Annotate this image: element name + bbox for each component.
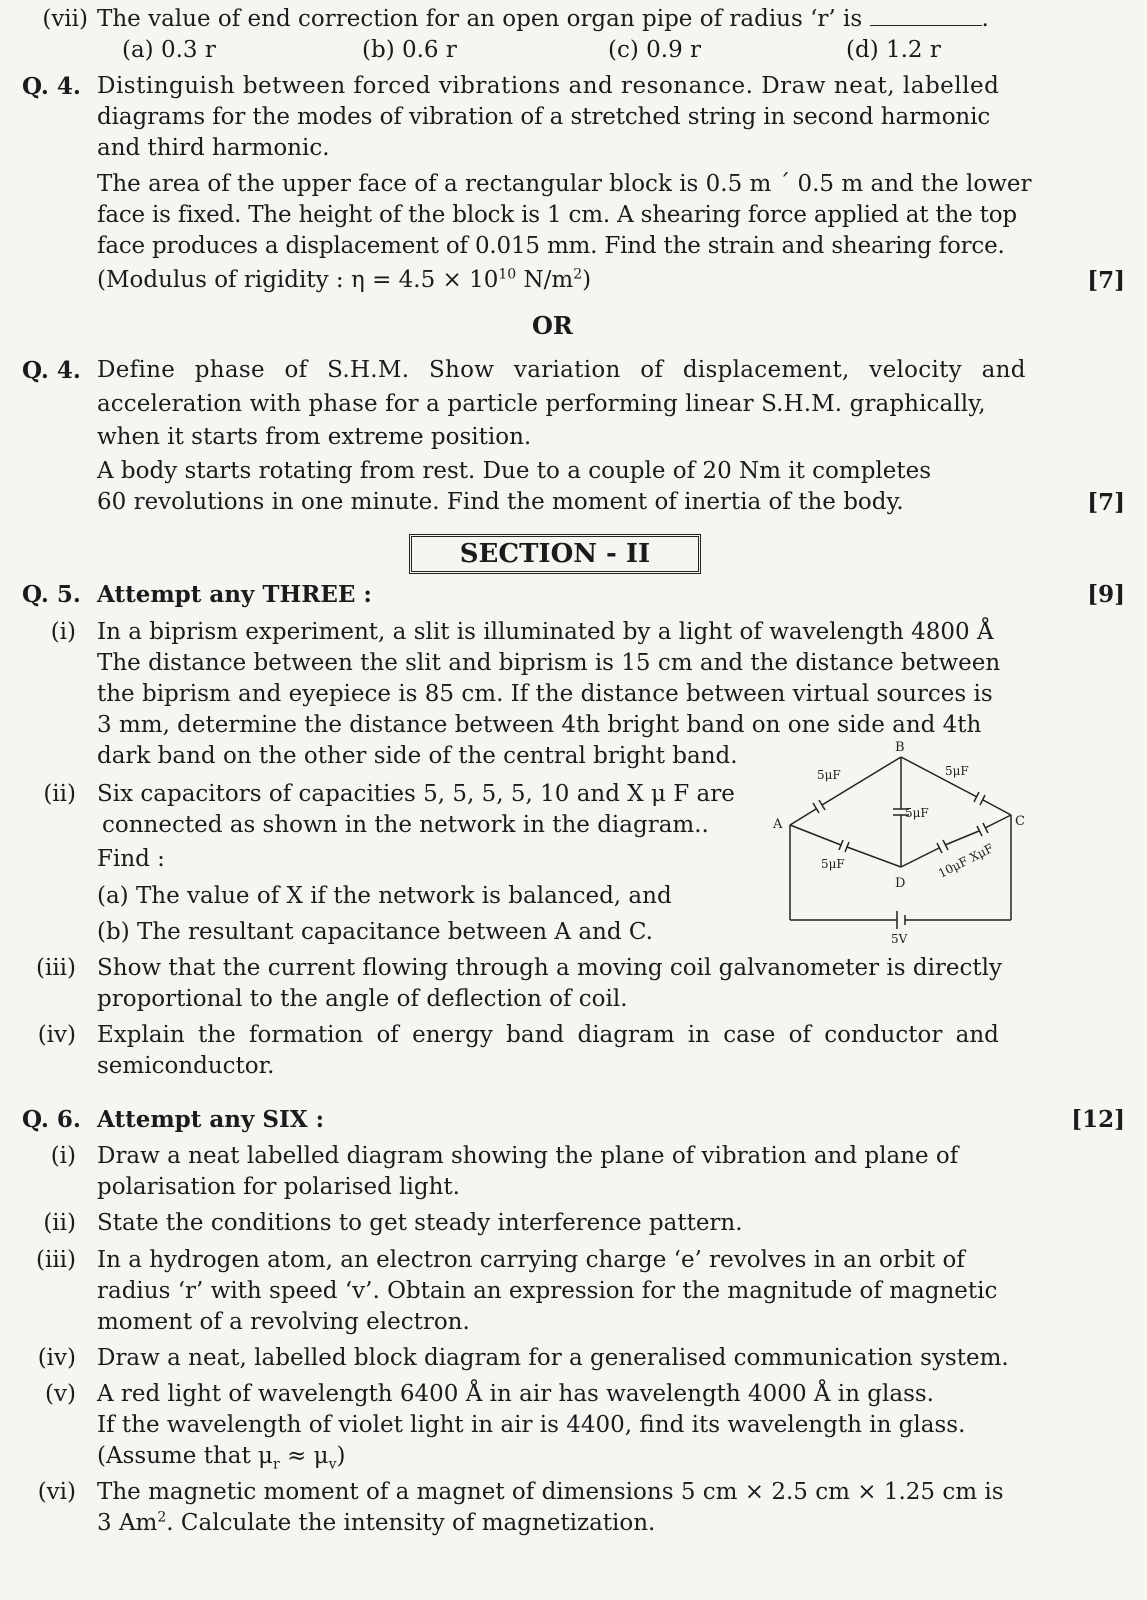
node-c-label: C [1015, 814, 1025, 829]
sub-question-line: the biprism and eyepiece is 85 cm. If the distance between virtual sources is [97, 681, 993, 707]
question-text: The value of end correction for an open organ pipe of radius ‘r’ is . [97, 6, 989, 32]
question-number: Q. 5. [22, 581, 81, 608]
problem-line: 60 revolutions in one minute. Find the moment of inertia of the body. [97, 489, 904, 515]
question-line: Distinguish between forced vibrations and resonance. Draw neat, labelled [97, 73, 1000, 99]
capacitor-ad-label: 5μF [821, 857, 845, 871]
or-divider: OR [532, 311, 573, 340]
option-d: (d) 1.2 r [846, 37, 941, 63]
sub-question-line: Draw a neat, labelled block diagram for a generalised communication system. [97, 1345, 1009, 1371]
problem-line: A body starts rotating from rest. Due to a couple of 20 Nm it completes [97, 458, 932, 484]
capacitor-ab-label: 5μF [817, 768, 841, 782]
sub-question-line: Explain the formation of energy band diagram in case of conductor and [97, 1022, 999, 1048]
question-heading: Attempt any THREE : [97, 581, 372, 608]
sub-question-line: If the wavelength of violet light in air is 4400, find its wavelength in glass. [97, 1412, 966, 1438]
node-d-label: D [895, 876, 906, 891]
node-b-label: B [895, 740, 905, 755]
node-a-label: A [773, 817, 783, 832]
part-b: (b) The resultant capacitance between A and C. [97, 919, 653, 945]
sub-question-line: A red light of wavelength 6400 Å in air has wavelength 4000 Å in glass. [97, 1381, 934, 1407]
marks: [9] [1087, 581, 1125, 608]
find-label: Find : [97, 846, 165, 872]
capacitor-bc-label: 5μF [945, 764, 969, 778]
question-number: Q. 6. [22, 1106, 81, 1133]
capacitor-dc-label: 10μF XμF [936, 841, 996, 881]
question-line: when it starts from extreme position. [97, 424, 532, 450]
sub-question-line: radius ‘r’ with speed ‘v’. Obtain an expression for the magnitude of magnetic [97, 1278, 998, 1304]
sub-question-line: semiconductor. [97, 1053, 275, 1079]
sub-question-line: Draw a neat labelled diagram showing the plane of vibration and plane of [97, 1143, 959, 1169]
sub-question-line: proportional to the angle of deflection of coil. [97, 986, 628, 1012]
modulus-line: (Modulus of rigidity : $\eta = 4.5 \times 10^{10}$ $N/m^2$) [97, 266, 592, 293]
sub-question-number: (iv) [37, 1345, 76, 1371]
sub-question-number: (ii) [43, 1210, 76, 1236]
question-line: diagrams for the modes of vibration of a stretched string in second harmonic [97, 104, 991, 130]
sub-question-line: State the conditions to get steady interference pattern. [97, 1210, 743, 1236]
sub-question-number: (v) [45, 1381, 76, 1407]
battery-label: 5V [891, 932, 908, 946]
sub-question-line: Show that the current flowing through a moving coil galvanometer is directly [97, 955, 1003, 981]
sub-question-number: (iv) [37, 1022, 76, 1048]
question-number: (vii) [42, 6, 88, 32]
sub-question-line: connected as shown in the network in the diagram.. [102, 812, 709, 838]
option-b: (b) 0.6 r [362, 37, 457, 63]
question-line: acceleration with phase for a particle performing linear S.H.M. graphically, [97, 391, 986, 417]
problem-line: face produces a displacement of 0.015 mm. Find the strain and shearing force. [97, 233, 1005, 259]
marks: [7] [1087, 489, 1125, 516]
capacitor-network-diagram [765, 737, 1045, 952]
assumption-line: (Assume that $\mu_r \approx \mu_v$) [97, 1443, 346, 1473]
sub-question-line: 3 Am$^2$. Calculate the intensity of magnetization. [97, 1509, 656, 1536]
sub-question-line: The magnetic moment of a magnet of dimensions 5 cm × 2.5 cm × 1.25 cm is [97, 1479, 1004, 1505]
sub-question-line: The distance between the slit and biprism is 15 cm and the distance between [97, 650, 1001, 676]
sub-question-line: polarisation for polarised light. [97, 1174, 460, 1200]
question-line: and third harmonic. [97, 135, 330, 161]
part-a: (a) The value of X if the network is balanced, and [97, 883, 672, 909]
problem-line: The area of the upper face of a rectangular block is 0.5 m ´ 0.5 m and the lower [97, 171, 1032, 197]
problem-line: face is fixed. The height of the block is 1 cm. A shearing force applied at the top [97, 202, 1017, 228]
sub-question-line: moment of a revolving electron. [97, 1309, 470, 1335]
sub-question-line: 3 mm, determine the distance between 4th bright band on one side and 4th [97, 712, 982, 738]
capacitor-bd-label: 5μF [905, 806, 929, 820]
sub-question-number: (ii) [43, 781, 76, 807]
question-number: Q. 4. [22, 357, 81, 384]
marks: [7] [1087, 267, 1125, 294]
answer-blank [870, 5, 982, 26]
sub-question-number: (vi) [37, 1479, 76, 1505]
section-title: SECTION - II [409, 534, 701, 574]
option-a: (a) 0.3 r [122, 37, 216, 63]
sub-question-line: dark band on the other side of the central bright band. [97, 743, 738, 769]
sub-question-number: (i) [50, 1143, 76, 1169]
sub-question-number: (iii) [35, 1247, 76, 1273]
marks: [12] [1071, 1106, 1125, 1133]
question-heading: Attempt any SIX : [97, 1106, 325, 1133]
question-line: Define phase of S.H.M. Show variation of displacement, velocity and [97, 357, 1026, 383]
sub-question-line: Six capacitors of capacities 5, 5, 5, 5, 10 and X μ F are [97, 781, 735, 807]
sub-question-line: In a hydrogen atom, an electron carrying charge ‘e’ revolves in an orbit of [97, 1247, 965, 1273]
sub-question-line: In a biprism experiment, a slit is illuminated by a light of wavelength 4800 Å [97, 619, 994, 645]
question-number: Q. 4. [22, 73, 81, 100]
option-c: (c) 0.9 r [608, 37, 702, 63]
sub-question-number: (iii) [35, 955, 76, 981]
sub-question-number: (i) [50, 619, 76, 645]
